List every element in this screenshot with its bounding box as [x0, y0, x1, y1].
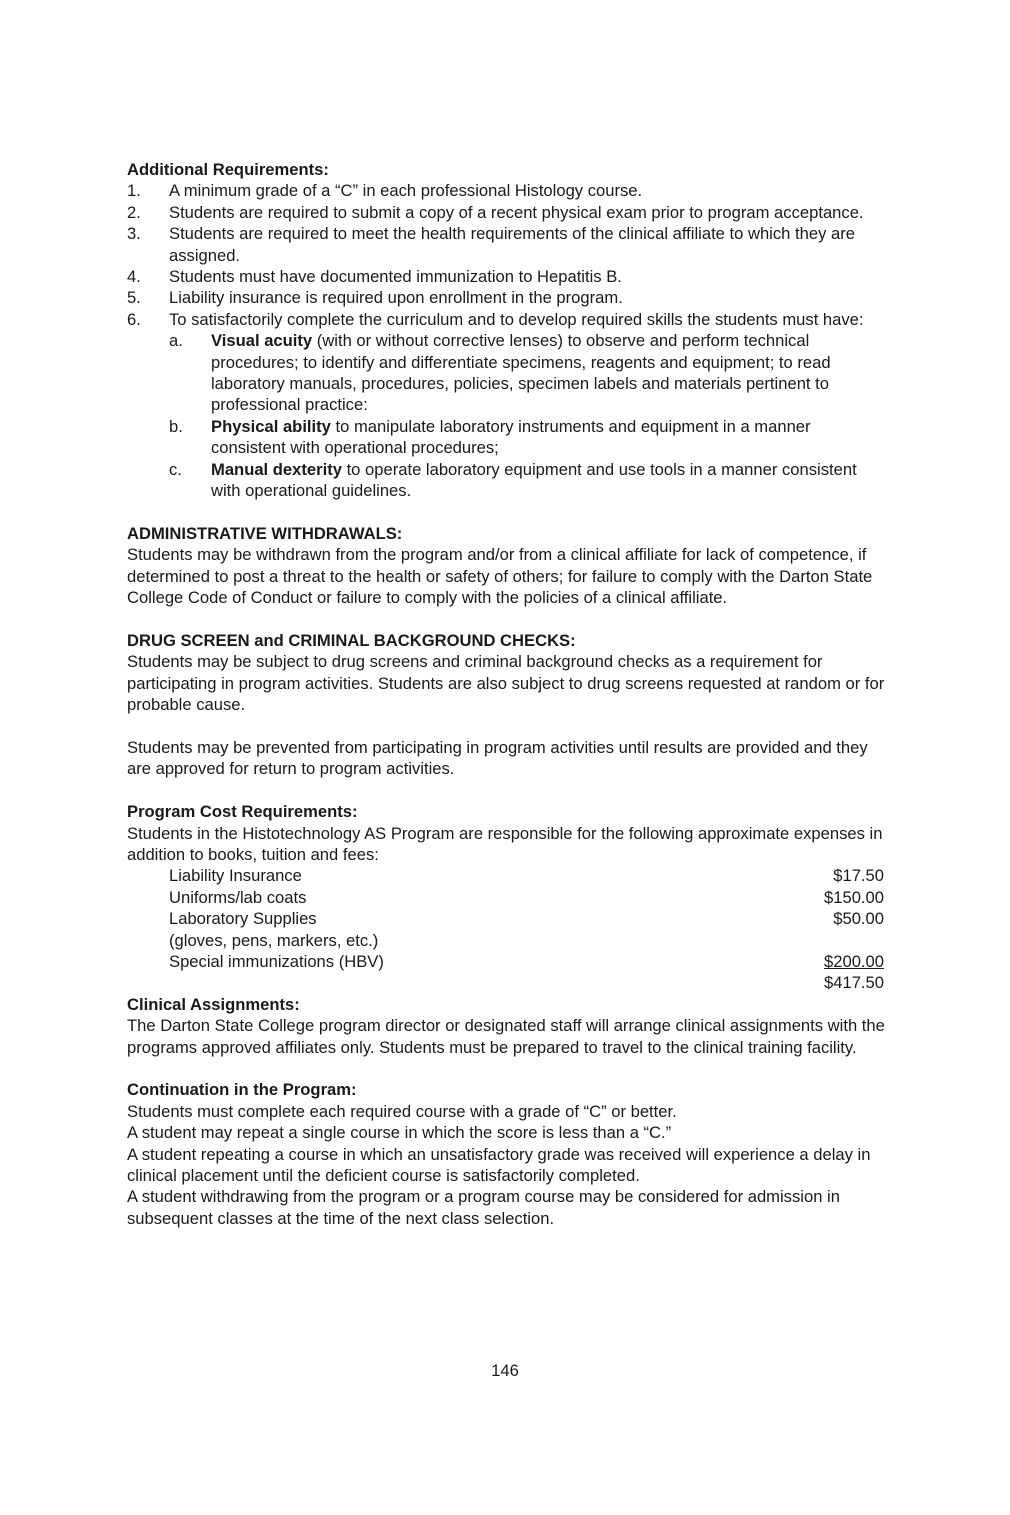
skill-item [169, 330, 887, 416]
cost-label: Laboratory Supplies [169, 909, 317, 929]
withdrawals-text: Students may be withdrawn from the program and/or from a clinical affiliate for lack of competence, if determined to post a threat to the health or safety of others; for failure to comply with the Darton State College Code of Conduct or failure to comply with the policies of a clinical affiliate. [127, 545, 873, 608]
cost-row [169, 908, 884, 929]
requirement-number: 3. [127, 224, 141, 244]
withdrawals-heading: ADMINISTRATIVE WITHDRAWALS: [127, 523, 403, 543]
cost-total: $417.50 [824, 973, 884, 993]
requirement-number: 1. [127, 181, 141, 201]
requirement-number: 2. [127, 202, 141, 222]
skill-letter: b. [169, 416, 183, 436]
requirement-number: 5. [127, 288, 141, 308]
requirement-text: To satisfactorily complete the curriculum and to develop required skills the students must have: [169, 309, 864, 329]
continuation-line: Students must complete each required course with a grade of “C” or better. [127, 1101, 677, 1121]
skill-text [211, 330, 887, 416]
program-cost-intro: Students in the Histotechnology AS Program are responsible for the following approximate expenses in addition to books, tuition and fees: [127, 823, 883, 864]
skill-bold-term: Physical ability [211, 416, 331, 436]
cost-amount: $17.50 [833, 866, 884, 886]
cost-row [169, 930, 884, 951]
skill-letter: c. [169, 459, 182, 479]
requirement-item [127, 180, 887, 201]
requirement-item [127, 202, 887, 223]
page-number: 146 [491, 1361, 519, 1380]
requirement-number: 4. [127, 267, 141, 287]
skill-description: to operate laboratory equipment and use tools in a manner consistent with operational guidelines. [211, 459, 857, 501]
requirement-item [127, 266, 887, 287]
document-page [127, 159, 887, 1229]
clinical-assignments-text: The Darton State College program director or designated staff will arrange clinical assignments with the programs approved affiliates only. Students must be prepared to travel to the clinical training facility. [127, 1016, 885, 1057]
requirement-item [127, 287, 887, 308]
cost-table [169, 865, 884, 993]
drug-screen-text: Students may be subject to drug screens and criminal background checks as a requirement for participating in program activities. Students are also subject to drug screens requested at random or for probable cause. [127, 652, 885, 715]
skill-description: (with or without corrective lenses) to observe and perform technical procedures; to identify and differentiate specimens, reagents and equipment; to read laboratory manuals, procedures, policies, specimen labels and materials pertinent to professional practice: [211, 331, 831, 415]
continuation-line: A student may repeat a single course in which the score is less than a “C.” [127, 1123, 672, 1143]
requirement-text: Students must have documented immunization to Hepatitis B. [169, 267, 622, 287]
cost-total-row [169, 972, 884, 993]
cost-amount: $150.00 [824, 887, 884, 907]
requirement-text: A minimum grade of a “C” in each professional Histology course. [169, 181, 643, 201]
skill-text [211, 459, 887, 502]
cost-label: Special immunizations (HBV) [169, 951, 384, 971]
skill-item [169, 459, 887, 502]
continuation-line: A student repeating a course in which an unsatisfactory grade was received will experience a delay in clinical placement until the deficient course is satisfactorily completed. [127, 1144, 871, 1186]
skill-item [169, 416, 887, 459]
drug-screen-heading: DRUG SCREEN and CRIMINAL BACKGROUND CHECKS: [127, 630, 576, 650]
cost-row [169, 951, 884, 972]
cost-label: Liability Insurance [169, 866, 302, 886]
clinical-assignments-heading: Clinical Assignments: [127, 994, 300, 1014]
skill-text [211, 416, 887, 459]
requirement-text: Students are required to meet the health requirements of the clinical affiliate to which they are assigned. [169, 224, 855, 265]
skills-sublist [169, 330, 887, 501]
cost-amount: $200.00 [824, 951, 884, 971]
continuation-line: A student withdrawing from the program or a program course may be considered for admission in subsequent classes at the time of the next class selection. [127, 1187, 840, 1228]
drug-screen-text-2: Students may be prevented from participating in program activities until results are provided and they are approved for return to program activities. [127, 737, 868, 779]
cost-amount: $50.00 [833, 909, 884, 929]
requirement-text: Liability insurance is required upon enrollment in the program. [169, 288, 623, 308]
requirement-number: 6. [127, 309, 141, 329]
requirement-text-block [169, 309, 887, 502]
spacer [127, 716, 887, 737]
additional-requirements-heading: Additional Requirements: [127, 160, 329, 179]
skill-description: to manipulate laboratory instruments and equipment in a manner consistent with operational procedures; [211, 416, 811, 458]
cost-row [169, 887, 884, 908]
skill-bold-term: Manual dexterity [211, 459, 342, 479]
skill-bold-term: Visual acuity [211, 331, 313, 351]
spacer [127, 609, 887, 630]
skill-letter: a. [169, 331, 183, 351]
program-cost-heading: Program Cost Requirements: [127, 802, 358, 822]
cost-row [169, 865, 884, 886]
continuation-heading: Continuation in the Program: [127, 1080, 357, 1100]
requirement-item [127, 223, 887, 266]
requirement-item [127, 309, 887, 502]
spacer [127, 502, 887, 523]
additional-requirements-list [127, 180, 887, 501]
cost-label: Uniforms/lab coats [169, 887, 307, 907]
cost-label: (gloves, pens, markers, etc.) [169, 930, 379, 950]
requirement-text: Students are required to submit a copy of a recent physical exam prior to program acceptance. [169, 202, 864, 222]
spacer [127, 780, 887, 801]
spacer [127, 1058, 887, 1079]
